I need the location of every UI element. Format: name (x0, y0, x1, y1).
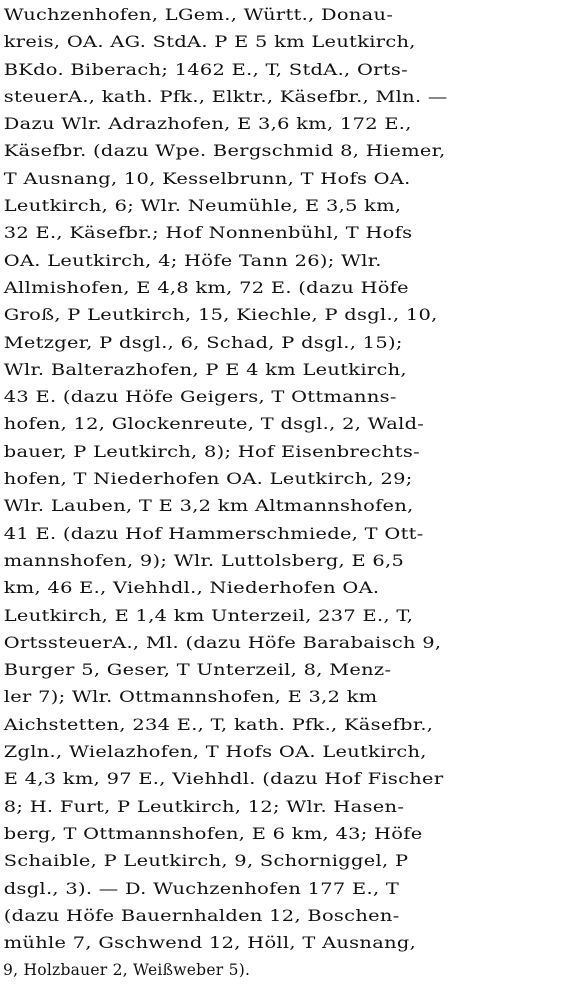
text-line: OrtssteuerA., Ml. (dazu Höfe Barabaisch 9, (3, 633, 442, 652)
text-line: Zgln., Wielazhofen, T Hofs OA. Leutkirch, (3, 743, 427, 762)
text-line: Allmishofen, E 4,8 km, 72 E. (dazu Höfe (3, 278, 409, 297)
text-line: berg, T Ottmannshofen, E 6 km, 43; Höfe (3, 824, 423, 843)
text-line: Dazu Wlr. Adrazhofen, E 3,6 km, 172 E., (3, 115, 412, 134)
text-line: kreis, OA. AG. StdA. P E 5 km Leutkirch, (3, 33, 416, 52)
text-line: mannshofen, 9); Wlr. Luttolsberg, E 6,5 (3, 551, 405, 570)
text-line: Leutkirch, E 1,4 km Unterzeil, 237 E., T, (3, 606, 414, 625)
text-line: Groß, P Leutkirch, 15, Kiechle, P dsgl., 10, (3, 306, 438, 325)
text-line: bauer, P Leutkirch, 8); Hof Eisenbrechts- (3, 442, 420, 461)
text-line: 41 E. (dazu Hof Hammerschmiede, T Ott- (3, 524, 424, 543)
text-line: 32 E., Käsefbr.; Hof Nonnenbühl, T Hofs (3, 224, 413, 243)
text-line: (dazu Höfe Bauernhalden 12, Boschen- (3, 906, 400, 925)
text-line: Metzger, P dsgl., 6, Schad, P dsgl., 15); (3, 333, 403, 352)
text-line: OA. Leutkirch, 4; Höfe Tann 26); Wlr. (3, 251, 382, 270)
text-line: 9, Holzbauer 2, Weißweber 5). (3, 961, 251, 980)
text-line: Käsefbr. (dazu Wpe. Bergschmid 8, Hiemer, (3, 142, 446, 161)
text-line: Burger 5, Geser, T Unterzeil, 8, Menz- (3, 661, 392, 680)
text-line: hofen, 12, Glockenreute, T dsgl., 2, Wald- (3, 415, 425, 434)
text-line: ler 7); Wlr. Ottmannshofen, E 3,2 km (3, 688, 378, 707)
text-line: Aichstetten, 234 E., T, kath. Pfk., Käsefbr., (3, 715, 434, 734)
text-line: km, 46 E., Viehhdl., Niederhofen OA. (3, 579, 380, 598)
gazetteer-entry (0, 2, 460, 980)
text-line: Wlr. Balterazhofen, P E 4 km Leutkirch, (3, 360, 407, 379)
text-line: Wlr. Lauben, T E 3,2 km Altmannshofen, (3, 497, 414, 516)
text-line: Leutkirch, 6; Wlr. Neumühle, E 3,5 km, (3, 197, 402, 216)
text-line: Schaible, P Leutkirch, 9, Schorniggel, P (3, 852, 409, 871)
text-line: 8; H. Furt, P Leutkirch, 12; Wlr. Hasen- (3, 797, 405, 816)
text-line: 43 E. (dazu Höfe Geigers, T Ottmanns- (3, 388, 397, 407)
text-line: mühle 7, Gschwend 12, Höll, T Ausnang, (3, 934, 417, 953)
text-line: hofen, T Niederhofen OA. Leutkirch, 29; (3, 470, 413, 489)
text-line: steuerA., kath. Pfk., Elktr., Käsefbr., Mln. — (3, 87, 448, 106)
text-line: dsgl., 3). — D. Wuchzenhofen 177 E., T (3, 879, 400, 898)
text-line: T Ausnang, 10, Kesselbrunn, T Hofs OA. (3, 169, 411, 188)
text-line: Wuchzenhofen, LGem., Württ., Donau- (3, 6, 394, 24)
text-line: E 4,3 km, 97 E., Viehhdl. (dazu Hof Fischer (3, 770, 444, 789)
text-line: BKdo. Biberach; 1462 E., T, StdA., Orts- (3, 60, 408, 79)
